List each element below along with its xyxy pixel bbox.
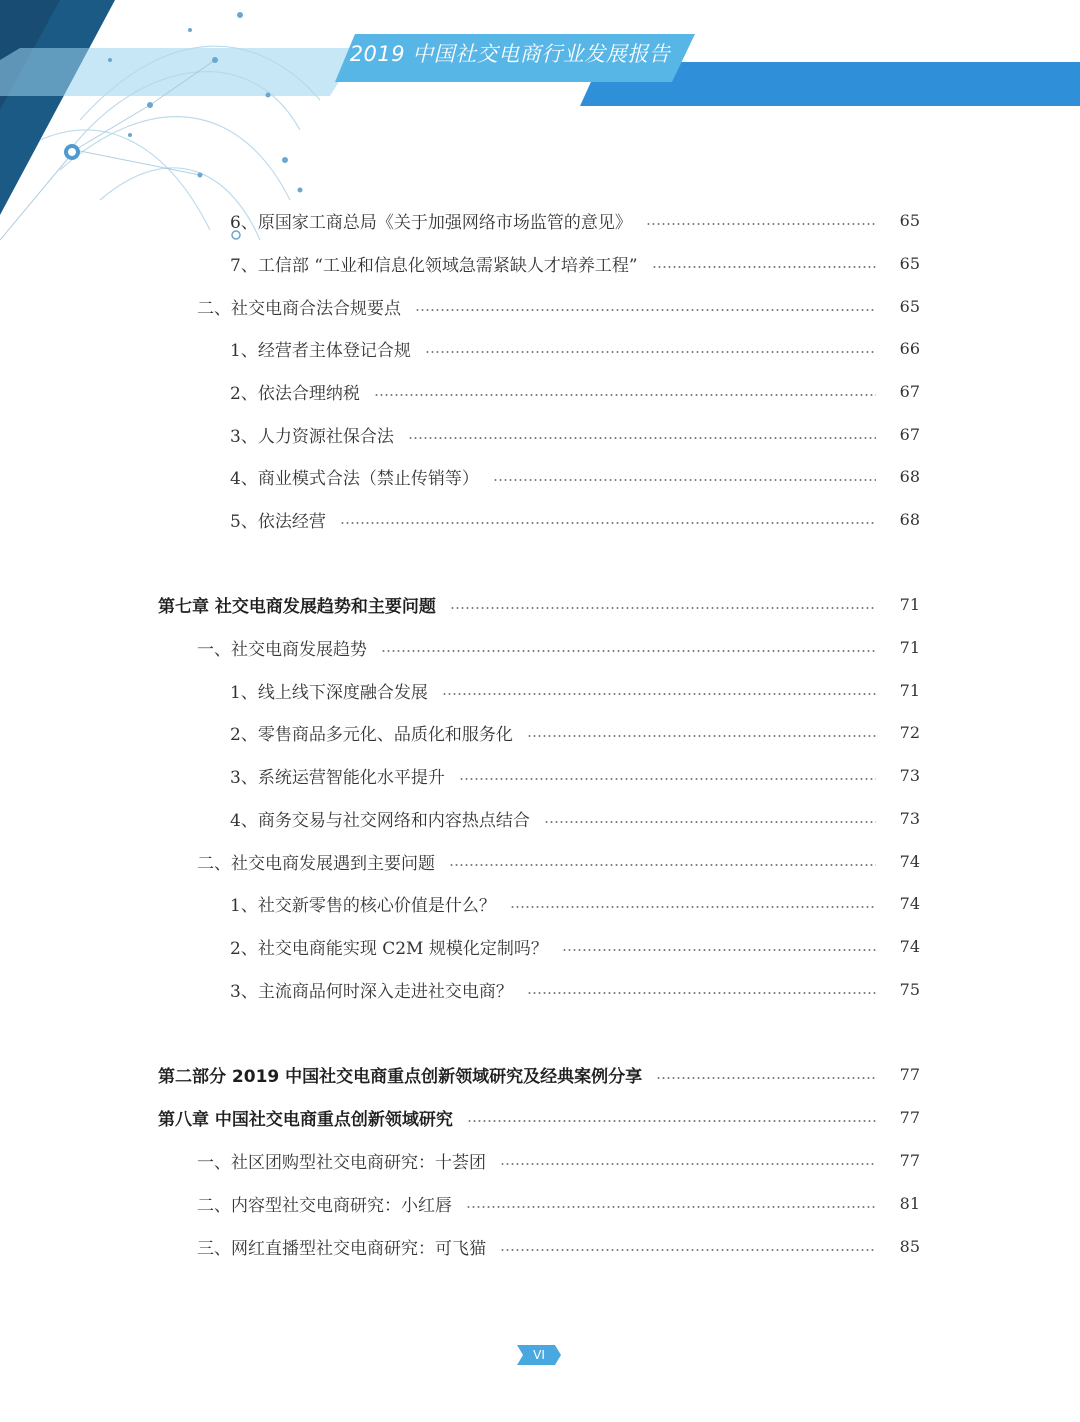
dot-leader: [510, 906, 876, 908]
toc-entry[interactable]: [230, 889, 920, 917]
toc-entry-page: 75: [899, 979, 920, 999]
toc-entry[interactable]: [230, 420, 920, 448]
dot-leader: [652, 266, 876, 268]
dot-leader: [374, 394, 876, 396]
toc-entry-page: 65: [899, 210, 920, 230]
toc-entry-page: 66: [899, 338, 920, 358]
toc-entry-page: 67: [899, 381, 920, 401]
toc-entry-page: 68: [899, 466, 920, 486]
dot-leader: [656, 1077, 876, 1079]
toc-entry-page: 67: [899, 424, 920, 444]
dot-leader: [500, 1249, 876, 1251]
toc-entry[interactable]: [197, 1232, 920, 1260]
dot-leader: [408, 437, 876, 439]
toc-entry-title: 第二部分 2019 中国社交电商重点创新领域研究及经典案例分享: [158, 1066, 643, 1087]
toc-entry[interactable]: [230, 206, 920, 234]
dot-leader: [459, 778, 876, 780]
toc-entry-title: 1、社交新零售的核心价值是什么？: [230, 895, 496, 916]
dot-leader: [646, 223, 876, 225]
dot-leader: [500, 1163, 876, 1165]
toc-entry[interactable]: [230, 932, 920, 960]
toc-entry-page: 68: [899, 509, 920, 529]
toc-entry-page: 77: [899, 1107, 920, 1127]
toc-entry-title: 3、主流商品何时深入走进社交电商？: [230, 981, 513, 1002]
toc-entry-page: 77: [899, 1150, 920, 1170]
toc-entry-title: 2、零售商品多元化、品质化和服务化: [230, 724, 513, 745]
toc-entry[interactable]: [230, 718, 920, 746]
dot-leader: [415, 309, 876, 311]
toc-entry-title: 一、社区团购型社交电商研究：十荟团: [197, 1152, 486, 1173]
toc-entry[interactable]: [197, 847, 920, 875]
toc-entry-title: 4、商业模式合法（禁止传销等）: [230, 468, 479, 489]
toc-entry-page: 65: [899, 253, 920, 273]
toc-entry[interactable]: [197, 1146, 920, 1174]
page-number-badge: [517, 1345, 561, 1365]
toc-entry[interactable]: [230, 676, 920, 704]
toc-entry[interactable]: [197, 633, 920, 661]
toc-entry-page: 65: [899, 296, 920, 316]
toc-entry-title: 1、经营者主体登记合规: [230, 340, 411, 361]
page-number: VI: [533, 1348, 545, 1362]
toc-entry-page: 73: [899, 765, 920, 785]
toc-entry-title: 6、原国家工商总局《关于加强网络市场监管的意见》: [230, 212, 632, 233]
toc-entry[interactable]: [230, 761, 920, 789]
dot-leader: [466, 1206, 876, 1208]
toc-entry-title: 二、社交电商发展遇到主要问题: [197, 853, 435, 874]
toc-entry-title: 第八章 中国社交电商重点创新领域研究: [158, 1109, 453, 1130]
dot-leader: [450, 607, 876, 609]
dot-leader: [381, 650, 876, 652]
toc-entry[interactable]: [230, 505, 920, 533]
toc-entry[interactable]: [158, 1103, 920, 1131]
dot-leader: [527, 735, 876, 737]
dot-leader: [425, 351, 876, 353]
toc-entry-title: 7、工信部 “工业和信息化领域急需紧缺人才培养工程”: [230, 255, 638, 276]
toc-entry-title: 1、线上线下深度融合发展: [230, 682, 428, 703]
dot-leader: [544, 821, 876, 823]
dot-leader: [562, 949, 876, 951]
toc-entry[interactable]: [158, 590, 920, 618]
toc-entry[interactable]: [230, 249, 920, 277]
dot-leader: [467, 1120, 876, 1122]
report-title: 2019 中国社交电商行业发展报告: [349, 42, 671, 66]
toc-entry[interactable]: [230, 975, 920, 1003]
toc-entry-title: 一、社交电商发展趋势: [197, 639, 367, 660]
toc-entry-page: 72: [899, 722, 920, 742]
toc-entry-page: 74: [899, 893, 920, 913]
toc-entry[interactable]: [230, 334, 920, 362]
toc-entry-page: 71: [899, 637, 920, 657]
toc-entry-page: 71: [899, 594, 920, 614]
toc-entry[interactable]: [230, 377, 920, 405]
toc-entry-page: 74: [899, 936, 920, 956]
toc-entry-title: 3、系统运营智能化水平提升: [230, 767, 445, 788]
dot-leader: [340, 522, 876, 524]
dot-leader: [493, 479, 876, 481]
toc-entry[interactable]: [158, 1060, 920, 1088]
toc-entry-title: 2、依法合理纳税: [230, 383, 360, 404]
toc-entry-title: 二、社交电商合法合规要点: [197, 298, 401, 319]
toc-entry-title: 第七章 社交电商发展趋势和主要问题: [158, 596, 436, 617]
toc-entry[interactable]: [230, 804, 920, 832]
toc-entry-title: 3、人力资源社保合法: [230, 426, 394, 447]
toc-entry-page: 74: [899, 851, 920, 871]
toc-entry-page: 71: [899, 680, 920, 700]
toc-entry[interactable]: [197, 292, 920, 320]
toc-entry-page: 85: [899, 1236, 920, 1256]
toc-entry-page: 77: [899, 1064, 920, 1084]
dot-leader: [527, 992, 876, 994]
toc-entry-title: 5、依法经营: [230, 511, 326, 532]
toc-entry-page: 73: [899, 808, 920, 828]
toc-entry-title: 三、网红直播型社交电商研究：可飞猫: [197, 1238, 486, 1259]
toc-entry-title: 4、商务交易与社交网络和内容热点结合: [230, 810, 530, 831]
toc-entry-page: 81: [899, 1193, 920, 1213]
toc-entry[interactable]: [197, 1189, 920, 1217]
toc-entry-title: 2、社交电商能实现 C2M 规模化定制吗？: [230, 938, 548, 959]
dot-leader: [449, 864, 876, 866]
dot-leader: [442, 693, 876, 695]
toc-entry-title: 二、内容型社交电商研究：小红唇: [197, 1195, 452, 1216]
toc-entry[interactable]: [230, 462, 920, 490]
